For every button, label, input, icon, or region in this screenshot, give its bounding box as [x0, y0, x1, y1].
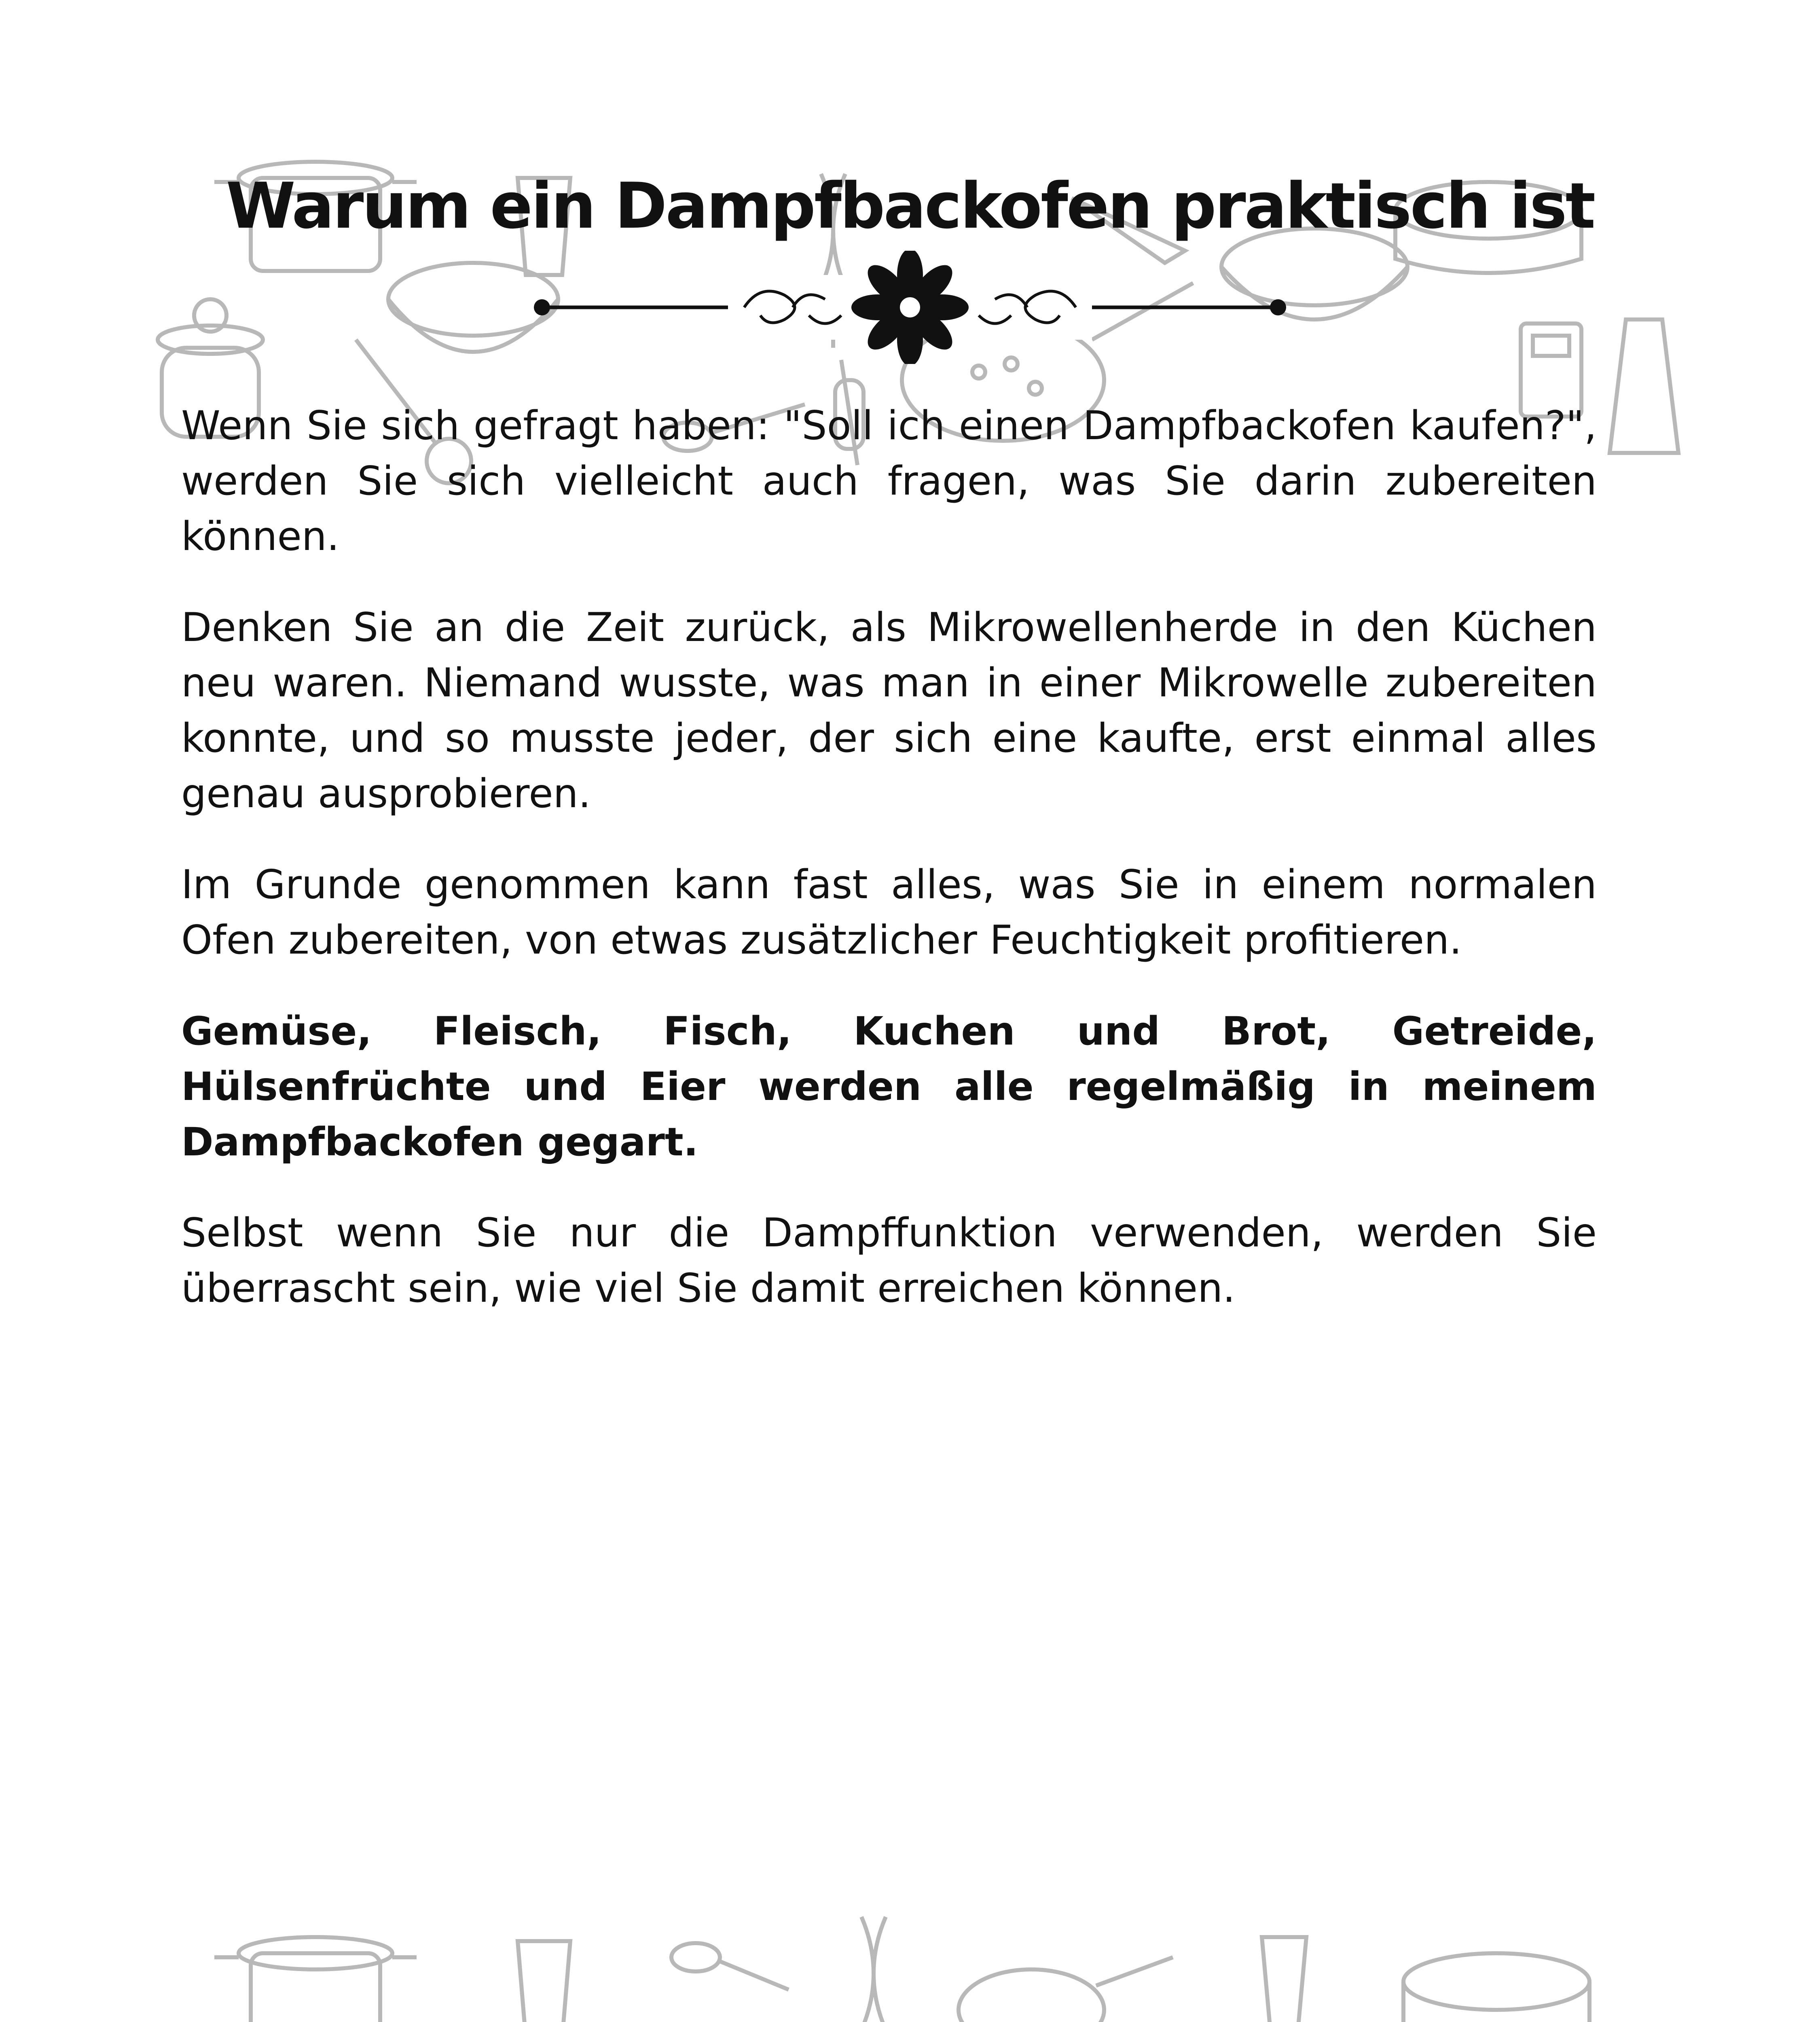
- bold-paragraph: Gemüse, Fleisch, Fisch, Kuchen und Brot, Getreide, Hülsenfrüchte und Eier werden alle regelmäßig in meinem Dampfbackofen gegart.: [181, 1009, 1597, 1165]
- cake-tin-icon: [1403, 1953, 1589, 2022]
- whisk-icon: [861, 1917, 886, 2022]
- paragraph: Selbst wenn Sie nur die Dampffunktion verwenden, werden Sie überrascht sein, wie viel Sie damit erreichen können.: [181, 1210, 1597, 1311]
- paragraph: Wenn Sie sich gefragt haben: "Soll ich einen Dampfbackofen kaufen?", werden Sie sich vielleicht auch fragen, was Sie darin zubereiten können.: [181, 403, 1597, 560]
- glass-icon: [1262, 1937, 1306, 2022]
- paragraph: Im Grunde genommen kann fast alles, was Sie in einem normalen Ofen zubereiten, von etwas zusätzlicher Feuchtigkeit profitieren.: [181, 862, 1597, 963]
- spoon-icon: [671, 1943, 789, 1990]
- stock-pot-icon: [214, 1937, 417, 2022]
- grater-icon: [1610, 319, 1678, 453]
- ornamental-divider: [526, 251, 1294, 364]
- kitchen-doodles-bottom: [0, 1860, 1820, 2022]
- page-title: Warum ein Dampfbackofen praktisch ist: [226, 169, 1594, 243]
- body-text: [181, 398, 1597, 1352]
- glass-icon: [518, 1941, 570, 2022]
- paragraph: Denken Sie an die Zeit zurück, als Mikrowellenherde in den Küchen neu waren. Niemand wusste, was man in einer Mikrowelle zubereiten konnte, und so musste jeder, der sich eine kaufte, erst einmal alles genau ausprobieren.: [181, 605, 1597, 817]
- flower-icon: [851, 251, 969, 364]
- frying-pan-icon: [959, 1957, 1173, 2022]
